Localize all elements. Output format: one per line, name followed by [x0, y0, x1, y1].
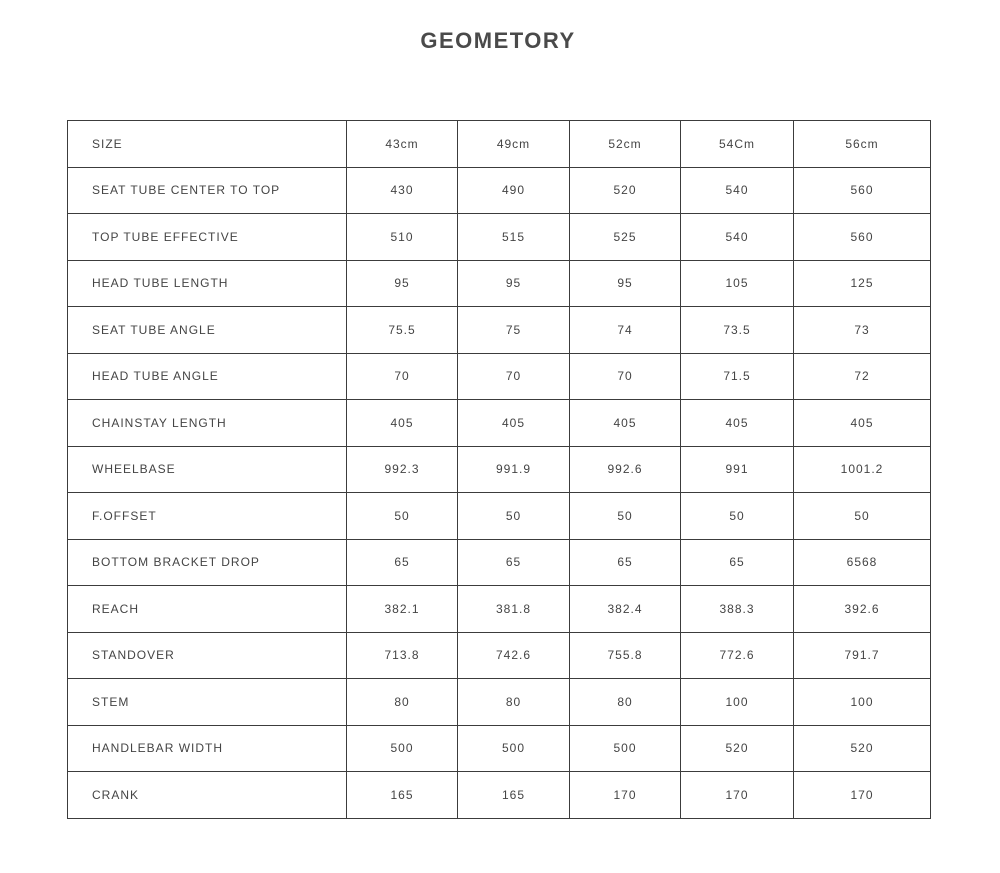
table-cell: 405 — [681, 400, 794, 447]
row-label: BOTTOM BRACKET DROP — [68, 539, 347, 586]
row-label: HEAD TUBE ANGLE — [68, 353, 347, 400]
table-cell: 525 — [570, 214, 681, 261]
table-cell: 80 — [347, 679, 458, 726]
row-label: F.OFFSET — [68, 493, 347, 540]
table-row — [68, 353, 931, 400]
table-cell: 405 — [570, 400, 681, 447]
table-cell: 165 — [458, 772, 570, 819]
table-cell: 520 — [794, 725, 931, 772]
row-label: CHAINSTAY LENGTH — [68, 400, 347, 447]
table-cell: 54Cm — [681, 121, 794, 168]
table-cell: 70 — [347, 353, 458, 400]
table-cell: 65 — [347, 539, 458, 586]
table-cell: 515 — [458, 214, 570, 261]
table-cell: 75 — [458, 307, 570, 354]
row-label: HEAD TUBE LENGTH — [68, 260, 347, 307]
table-cell: 510 — [347, 214, 458, 261]
table-cell: 992.3 — [347, 446, 458, 493]
row-label: WHEELBASE — [68, 446, 347, 493]
table-cell: 80 — [458, 679, 570, 726]
table-cell: 50 — [681, 493, 794, 540]
table-row — [68, 679, 931, 726]
table-cell: 540 — [681, 214, 794, 261]
table-cell: 43cm — [347, 121, 458, 168]
table-cell: 52cm — [570, 121, 681, 168]
table-row — [68, 214, 931, 261]
table-row — [68, 632, 931, 679]
table-cell: 6568 — [794, 539, 931, 586]
table-cell: 392.6 — [794, 586, 931, 633]
table-row — [68, 725, 931, 772]
table-cell: 75.5 — [347, 307, 458, 354]
table-cell: 405 — [347, 400, 458, 447]
table-cell: 170 — [794, 772, 931, 819]
table-cell: 560 — [794, 167, 931, 214]
table-cell: 170 — [570, 772, 681, 819]
table-cell: 430 — [347, 167, 458, 214]
table-cell: 1001.2 — [794, 446, 931, 493]
table-cell: 95 — [458, 260, 570, 307]
table-cell: 791.7 — [794, 632, 931, 679]
table-cell: 992.6 — [570, 446, 681, 493]
table-row — [68, 260, 931, 307]
table-cell: 71.5 — [681, 353, 794, 400]
table-row — [68, 400, 931, 447]
table-cell: 490 — [458, 167, 570, 214]
row-label: STANDOVER — [68, 632, 347, 679]
row-label: HANDLEBAR WIDTH — [68, 725, 347, 772]
table-cell: 560 — [794, 214, 931, 261]
table-cell: 520 — [570, 167, 681, 214]
table-cell: 50 — [570, 493, 681, 540]
row-label: REACH — [68, 586, 347, 633]
table-cell: 95 — [570, 260, 681, 307]
table-cell: 500 — [347, 725, 458, 772]
table-cell: 95 — [347, 260, 458, 307]
table-cell: 388.3 — [681, 586, 794, 633]
row-label: SEAT TUBE ANGLE — [68, 307, 347, 354]
table-row — [68, 307, 931, 354]
table-cell: 50 — [458, 493, 570, 540]
page-title: GEOMETORY — [420, 28, 576, 53]
table-cell: 991 — [681, 446, 794, 493]
table-cell: 165 — [347, 772, 458, 819]
row-label: CRANK — [68, 772, 347, 819]
table-row — [68, 446, 931, 493]
table-row — [68, 539, 931, 586]
table-cell: 100 — [681, 679, 794, 726]
row-label: TOP TUBE EFFECTIVE — [68, 214, 347, 261]
table-cell: 50 — [794, 493, 931, 540]
table-cell: 405 — [458, 400, 570, 447]
geometry-table — [67, 120, 931, 819]
table-cell: 742.6 — [458, 632, 570, 679]
table-cell: 405 — [794, 400, 931, 447]
table-cell: 500 — [458, 725, 570, 772]
row-label: SIZE — [68, 121, 347, 168]
table-cell: 520 — [681, 725, 794, 772]
table-row — [68, 586, 931, 633]
table-cell: 540 — [681, 167, 794, 214]
row-label: SEAT TUBE CENTER TO TOP — [68, 167, 347, 214]
table-cell: 50 — [347, 493, 458, 540]
row-label: STEM — [68, 679, 347, 726]
table-cell: 65 — [570, 539, 681, 586]
table-cell: 65 — [681, 539, 794, 586]
table-cell: 170 — [681, 772, 794, 819]
table-row — [68, 493, 931, 540]
table-cell: 125 — [794, 260, 931, 307]
table-cell: 755.8 — [570, 632, 681, 679]
table-cell: 381.8 — [458, 586, 570, 633]
table-cell: 73.5 — [681, 307, 794, 354]
table-cell: 70 — [570, 353, 681, 400]
table-cell: 65 — [458, 539, 570, 586]
table-cell: 382.1 — [347, 586, 458, 633]
table-cell: 500 — [570, 725, 681, 772]
table-cell: 72 — [794, 353, 931, 400]
table-cell: 772.6 — [681, 632, 794, 679]
table-cell: 73 — [794, 307, 931, 354]
table-cell: 713.8 — [347, 632, 458, 679]
table-cell: 100 — [794, 679, 931, 726]
table-cell: 105 — [681, 260, 794, 307]
table-cell: 74 — [570, 307, 681, 354]
table-row — [68, 772, 931, 819]
table-cell: 991.9 — [458, 446, 570, 493]
table-row — [68, 167, 931, 214]
table-cell: 49cm — [458, 121, 570, 168]
table-cell: 382.4 — [570, 586, 681, 633]
geometry-table-body — [68, 121, 931, 819]
table-row — [68, 121, 931, 168]
table-cell: 80 — [570, 679, 681, 726]
table-cell: 56cm — [794, 121, 931, 168]
table-cell: 70 — [458, 353, 570, 400]
